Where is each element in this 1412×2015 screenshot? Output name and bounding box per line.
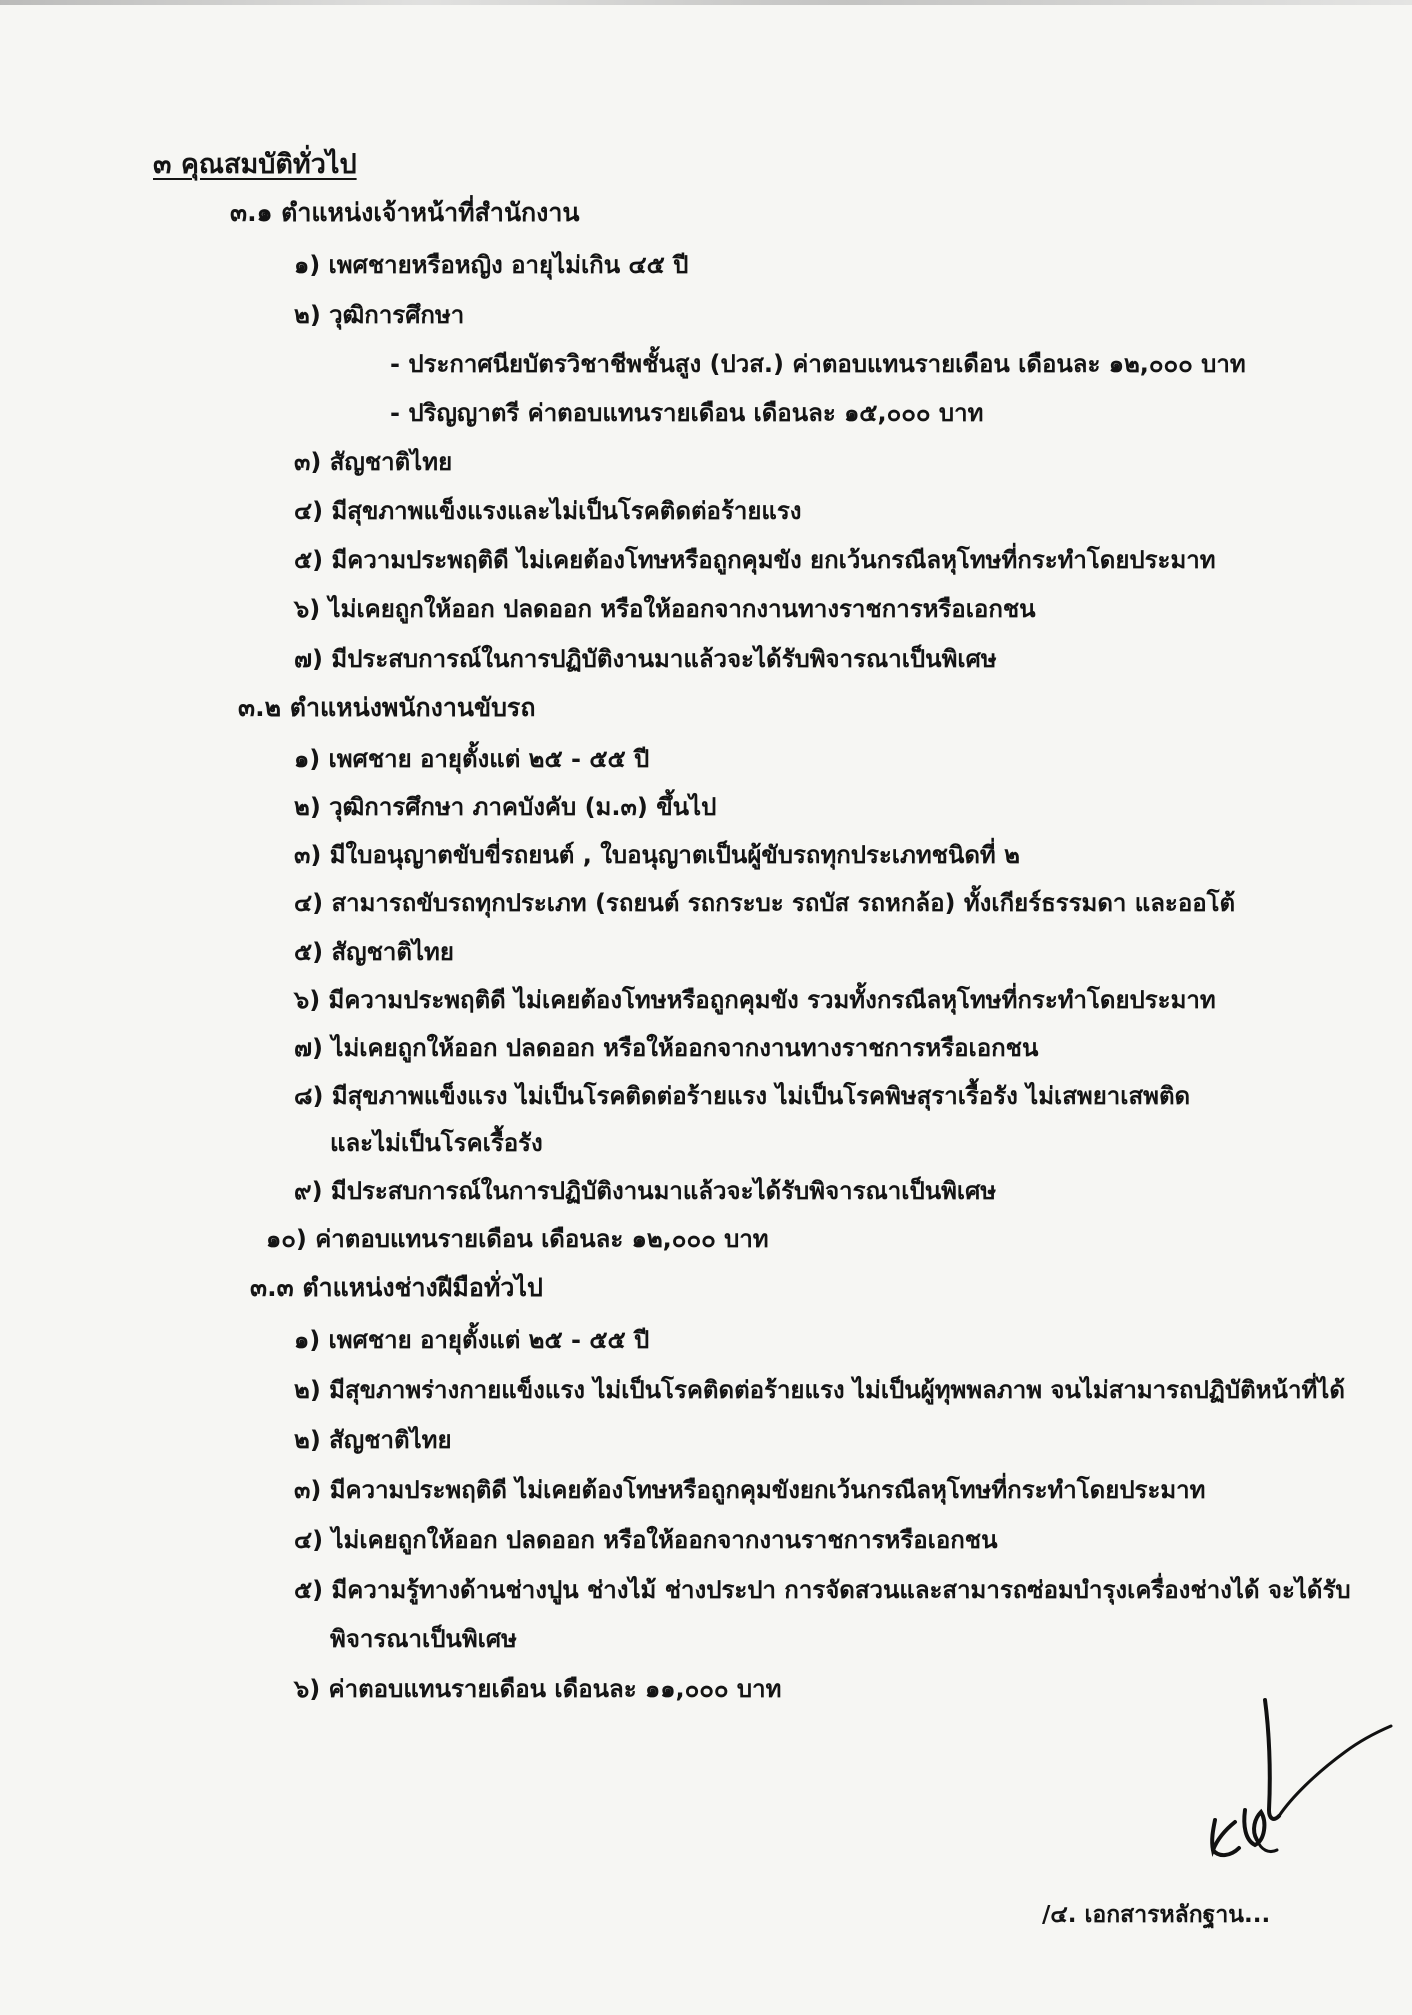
list-subitem: - ประกาศนียบัตรวิชาชีพชั้นสูง (ปวส.) ค่าตอบแทนรายเดือน เดือนละ ๑๒,๐๐๐ บาท bbox=[390, 350, 1246, 378]
list-subitem: - ปริญญาตรี ค่าตอบแทนรายเดือน เดือนละ ๑๕,๐๐๐ บาท bbox=[390, 399, 984, 427]
list-item: ๔) สามารถขับรถทุกประเภท (รถยนต์ รถกระบะ รถบัส รถหกล้อ) ทั้งเกียร์ธรรมดา และออโต้ bbox=[294, 889, 1236, 917]
list-item: ๕) มีความประพฤติดี ไม่เคยต้องโทษหรือถูกคุมขัง ยกเว้นกรณีลหุโทษที่กระทำโดยประมาท bbox=[294, 546, 1216, 574]
list-item: ๙) มีประสบการณ์ในการปฏิบัติงานมาแล้วจะได้รับพิจารณาเป็นพิเศษ bbox=[294, 1177, 997, 1205]
list-item: ๒) มีสุขภาพร่างกายแข็งแรง ไม่เป็นโรคติดต่อร้ายแรง ไม่เป็นผู้ทุพพลภาพ จนไม่สามารถปฏิบัติหน้าที่ได้ bbox=[294, 1376, 1345, 1404]
list-item: ๘) มีสุขภาพแข็งแรง ไม่เป็นโรคติดต่อร้ายแรง ไม่เป็นโรคพิษสุราเรื้อรัง ไม่เสพยาเสพติด bbox=[294, 1082, 1191, 1110]
handwritten-signature bbox=[1195, 1690, 1395, 1875]
scan-top-edge bbox=[0, 0, 1412, 5]
list-item: ๒) สัญชาติไทย bbox=[294, 1426, 452, 1454]
list-item-continuation: พิจารณาเป็นพิเศษ bbox=[330, 1625, 517, 1653]
list-item: ๖) ค่าตอบแทนรายเดือน เดือนละ ๑๑,๐๐๐ บาท bbox=[294, 1675, 782, 1703]
list-item: ๑) เพศชาย อายุตั้งแต่ ๒๕ - ๕๕ ปี bbox=[294, 745, 650, 773]
list-item: ๖) ไม่เคยถูกให้ออก ปลดออก หรือให้ออกจากงานทางราชการหรือเอกชน bbox=[294, 595, 1036, 623]
list-item: ๒) วุฒิการศึกษา bbox=[294, 301, 465, 329]
list-item: ๑) เพศชาย อายุตั้งแต่ ๒๕ - ๕๕ ปี bbox=[294, 1326, 650, 1354]
list-item: ๑) เพศชายหรือหญิง อายุไม่เกิน ๔๕ ปี bbox=[294, 251, 689, 279]
list-item: ๔) ไม่เคยถูกให้ออก ปลดออก หรือให้ออกจากงานราชการหรือเอกชน bbox=[294, 1526, 998, 1554]
continuation-note: /๔. เอกสารหลักฐาน... bbox=[1042, 1902, 1271, 1928]
list-item: ๗) ไม่เคยถูกให้ออก ปลดออก หรือให้ออกจากงานทางราชการหรือเอกชน bbox=[294, 1034, 1039, 1062]
list-item: ๔) มีสุขภาพแข็งแรงและไม่เป็นโรคติดต่อร้ายแรง bbox=[294, 497, 802, 525]
list-item: ๓) มีความประพฤติดี ไม่เคยต้องโทษหรือถูกคุมขังยกเว้นกรณีลหุโทษที่กระทำโดยประมาท bbox=[294, 1476, 1206, 1504]
list-item: ๑๐) ค่าตอบแทนรายเดือน เดือนละ ๑๒,๐๐๐ บาท bbox=[266, 1225, 769, 1253]
list-item: ๗) มีประสบการณ์ในการปฏิบัติงานมาแล้วจะได้รับพิจารณาเป็นพิเศษ bbox=[294, 645, 997, 673]
section-heading-general-qualifications: ๓ คุณสมบัติทั่วไป bbox=[153, 149, 357, 180]
list-item: ๕) มีความรู้ทางด้านช่างปูน ช่างไม้ ช่างประปา การจัดสวนและสามารถซ่อมบำรุงเครื่องช่างได้ จะได้รับ bbox=[294, 1576, 1351, 1604]
list-item: ๕) สัญชาติไทย bbox=[294, 938, 454, 966]
list-item: ๓) สัญชาติไทย bbox=[294, 448, 453, 476]
list-item: ๒) วุฒิการศึกษา ภาคบังคับ (ม.๓) ขึ้นไป bbox=[294, 793, 717, 821]
list-item-continuation: และไม่เป็นโรคเรื้อรัง bbox=[330, 1129, 543, 1157]
list-item: ๓) มีใบอนุญาตขับขี่รถยนต์ , ใบอนุญาตเป็นผู้ขับรถทุกประเภทชนิดที่ ๒ bbox=[294, 841, 1020, 869]
list-item: ๖) มีความประพฤติดี ไม่เคยต้องโทษหรือถูกคุมขัง รวมทั้งกรณีลหุโทษที่กระทำโดยประมาท bbox=[294, 986, 1216, 1014]
section-title-general-craftsman: ๓.๓ ตำแหน่งช่างฝีมือทั่วไป bbox=[250, 1273, 543, 1302]
section-title-driver: ๓.๒ ตำแหน่งพนักงานขับรถ bbox=[238, 693, 536, 722]
section-title-office-staff: ๓.๑ ตำแหน่งเจ้าหน้าที่สำนักงาน bbox=[230, 198, 580, 227]
